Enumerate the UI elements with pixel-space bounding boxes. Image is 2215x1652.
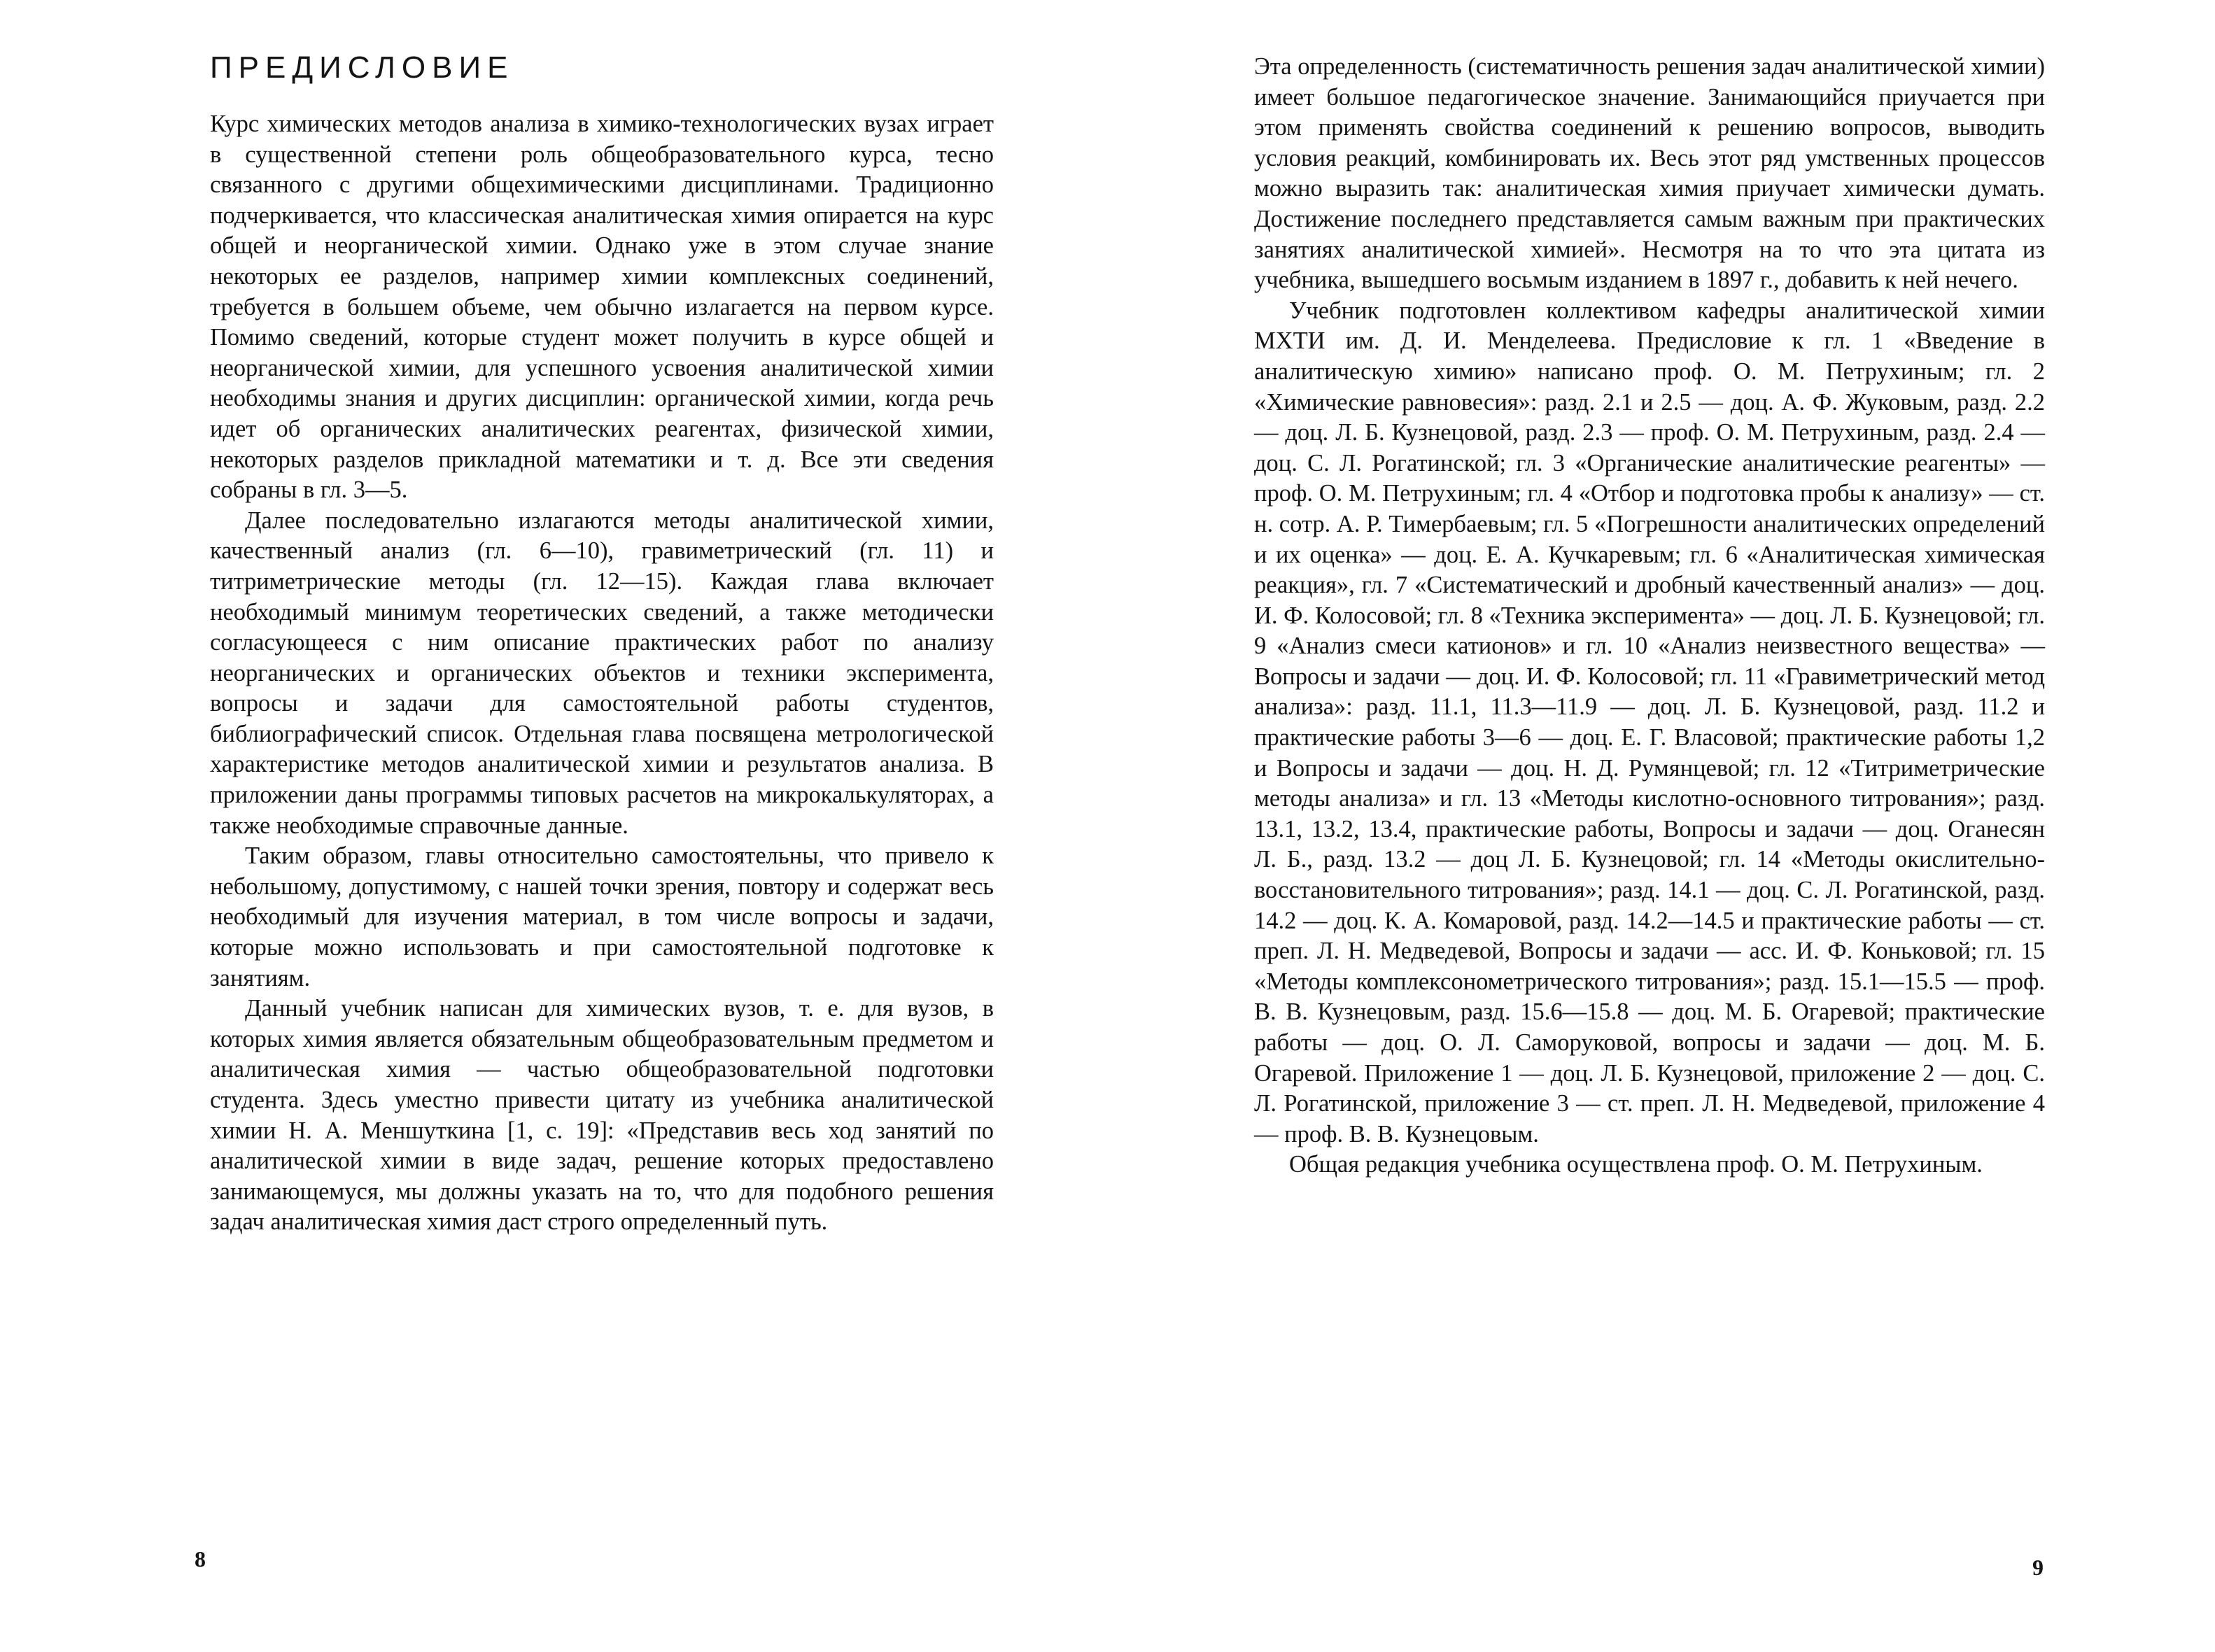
page-number-left: 8	[195, 1546, 206, 1572]
paragraph: Таким образом, главы относительно самостоятельны, что привело к небольшому, допустимому, с нашей точки зрения, повтору и содержат весь необходимый для изучения материал, в том числе вопросы и задачи, которые можно использовать и при самостоятельной подготовке к занятиям.	[210, 842, 994, 991]
right-page-body	[1254, 52, 2045, 1180]
paragraph: Учебник подготовлен коллективом кафедры аналитической химии МХТИ им. Д. И. Менделеева. Предисловие к гл. 1 «Введение в аналитическую химию» написано проф. О. М. Петрухиным; гл. 2 «Химические равновесия»: разд. 2.1 и 2.5 — доц. А. Ф. Жуковым, разд. 2.2 — доц. Л. Б. Кузнецовой, разд. 2.3 — проф. О. М. Петрухиным, разд. 2.4 — доц. С. Л. Рогатинской; гл. 3 «Органические аналитические реагенты» — проф. О. М. Петрухиным; гл. 4 «Отбор и подготовка пробы к анализу» — ст. н. сотр. А. Р. Тимербаевым; гл. 5 «Погрешности аналитических определений и их оценка» — доц. Е. А. Кучкаревым; гл. 6 «Аналитическая химическая реакция», гл. 7 «Систематический и дробный качественный анализ» — доц. И. Ф. Колосовой; гл. 8 «Техника эксперимента» — доц. Л. Б. Кузнецовой; гл. 9 «Анализ смеси катионов» и гл. 10 «Анализ неизвестного вещества» — Вопросы и задачи — доц. И. Ф. Колосовой; гл. 11 «Гравиметрический метод анализа»: разд. 11.1, 11.3—11.9 — доц. Л. Б. Кузнецовой, разд. 11.2 и практические работы 3—6 — доц. Е. Г. Власовой; практические работы 1,2 и Вопросы и задачи — доц. Н. Д. Румянцевой; гл. 12 «Титриметрические методы анализа» и гл. 13 «Методы кислотно-основного титрования»; разд. 13.1, 13.2, 13.4, практические работы, Вопросы и задачи — доц. Оганесян Л. Б., разд. 13.2 — доц Л. Б. Кузнецовой; гл. 14 «Методы окислительно-восстановительного титрования»; разд. 14.1 — доц. С. Л. Рогатинской, разд. 14.2 — доц. К. А. Комаровой, разд. 14.2—14.5 и практические работы — ст. преп. Л. Н. Медведевой, Вопросы и задачи — асс. И. Ф. Коньковой; гл. 15 «Методы комплексонометрического титрования»; разд. 15.1—15.5 — проф. В. В. Кузнецовым, разд. 15.6—15.8 — доц. М. Б. Огаревой; практические работы — доц. О. Л. Саморуковой, вопросы и задачи — доц. М. Б. Огаревой. Приложение 1 — доц. Л. Б. Кузнецовой, приложение 2 — доц. С. Л. Рогатинской, приложение 3 — ст. преп. Л. Н. Медведевой, приложение 4 — проф. В. В. Кузнецовым.	[1254, 297, 2045, 1148]
paragraph: Общая редакция учебника осуществлена проф. О. М. Петрухиным.	[1289, 1151, 1983, 1178]
page-title: ПРЕДИСЛОВИЕ	[210, 50, 514, 85]
left-page-body	[210, 109, 994, 1238]
paragraph: Далее последовательно излагаются методы аналитической химии, качественный анализ (гл. 6—10), гравиметрический (гл. 11) и титриметрические методы (гл. 12—15). Каждая глава включает необходимый минимум теоретических сведений, а также методически согласующееся с ним описание практических работ по анализу неорганических и органических объектов и техники эксперимента, вопросы и задачи для самостоятельной работы студентов, библиографический список. Отдельная глава посвящена метрологической характеристике методов аналитической химии и результатов анализа. В приложении даны программы типовых расчетов на микрокалькуляторах, а также необходимые справочные данные.	[210, 507, 994, 839]
page-number-right: 9	[2032, 1555, 2044, 1580]
paragraph: Эта определенность (систематичность решения задач аналитической химии) имеет большое педагогическое значение. Занимающийся приучается при этом применять свойства соединений к решению вопросов, выводить условия реакций, комбинировать их. Весь этот ряд умственных процессов можно выразить так: аналитическая химия приучает химически думать. Достижение последнего представляется самым важным при практических занятиях аналитической химией». Несмотря на то что эта цитата из учебника, вышедшего восьмым изданием в 1897 г., добавить к ней нечего.	[1254, 53, 2045, 294]
paragraph: Курс химических методов анализа в химико-технологических вузах играет в существенной степени роль общеобразовательного курса, тесно связанного с другими общехимическими дисциплинами. Традиционно подчеркивается, что классическая аналитическая химия опирается на курс общей и неорганической химии. Однако уже в этом случае знание некоторых ее разделов, например химии комплексных соединений, требуется в большем объеме, чем обычно излагается на первом курсе. Помимо сведений, которые студент может получить в курсе общей и неорганической химии, для успешного усвоения аналитической химии необходимы знания и других дисциплин: органической химии, когда речь идет об органических аналитических реагентах, физической химии, некоторых разделов прикладной математики и т. д. Все эти сведения собраны в гл. 3—5.	[210, 111, 994, 504]
paragraph: Данный учебник написан для химических вузов, т. е. для вузов, в которых химия является обязательным общеобразовательным предметом и аналитическая химия — частью общеобразовательной подготовки студента. Здесь уместно привести цитату из учебника аналитической химии Н. А. Меншуткина [1, с. 19]: «Представив весь ход занятий по аналитической химии в виде задач, решение которых предоставлено занимающемуся, мы должны указать на то, что для подобного решения задач аналитическая химия даст строго определенный путь.	[210, 995, 994, 1236]
